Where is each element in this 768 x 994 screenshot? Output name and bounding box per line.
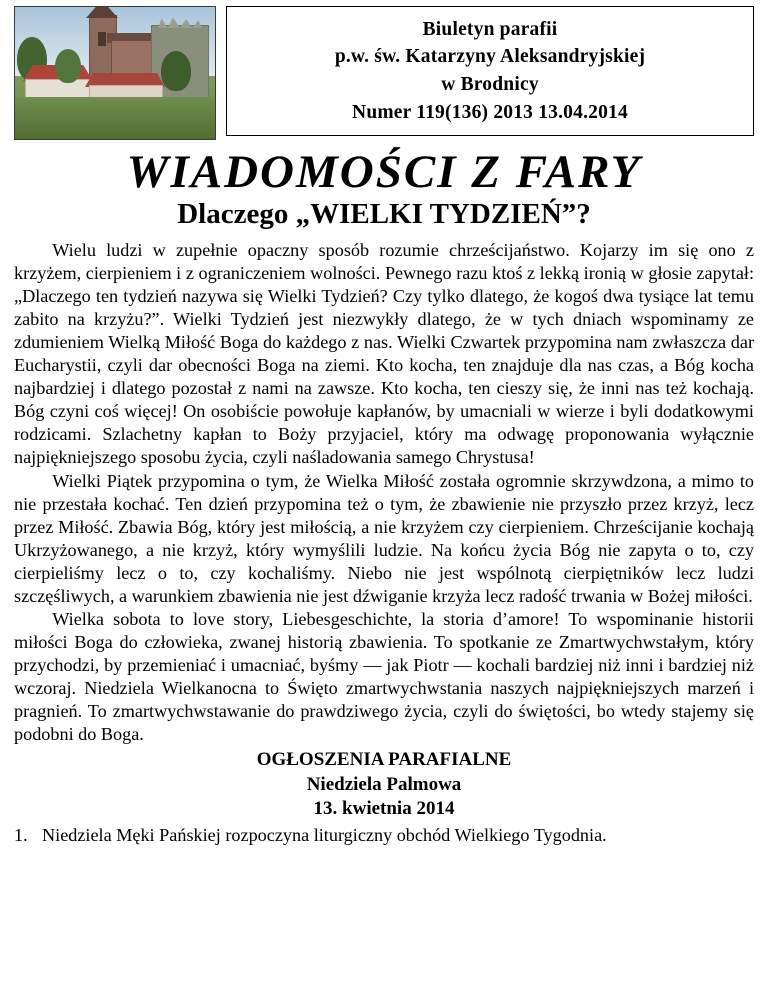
article-headline: Dlaczego „WIELKI TYDZIEŃ”? bbox=[177, 197, 591, 230]
photo-tower-window bbox=[98, 32, 106, 46]
photo-house-wall-1 bbox=[25, 79, 93, 99]
photo-tree-icon bbox=[55, 49, 81, 83]
masthead-title-line-1: Biuletyn parafii bbox=[422, 18, 558, 40]
masthead-title-box bbox=[226, 6, 754, 136]
announcements-heading bbox=[14, 748, 754, 821]
photo-grass bbox=[15, 97, 215, 139]
article-paragraph: Wielka sobota to love story, Liebesgeschichte, la storia d’amore! To wspominanie historii miłości Boga do człowieka, zwanej historią zbawienia. To spotkanie ze Zmartwychwstałym, który przychodzi, by przemieniać i umacniać, byśmy — jak Piotr — kochali bardziej niż inni i bardziej niż wczoraj. Niedziela Wielkanocna to Święto zmartwychwstania naszych najpiękniejszych marzeń i pragnień. To zmartwychwstawanie do prawdziwego życia, czyli do świętości, bo wtedy stajemy się podobni do Boga. bbox=[14, 609, 754, 745]
masthead bbox=[14, 6, 754, 146]
announcements-subtitle: Niedziela Palmowa bbox=[306, 773, 462, 795]
article-paragraph: Wielki Piątek przypomina o tym, że Wielka Miłość została ogromnie skrzywdzona, a mimo to nie przestała kochać. Ten dzień przypomina też o tym, że zbawienie nie przyszło przez krzyż, lecz przez Miłość. Zbawia Bóg, który jest miłością, a nie krzyżem czy cierpieniem. Chrześcijanie kochają Ukrzyżowanego, a nie krzyż, który wymyślili ludzie. Na końcu życia Bóg nie zapyta o to, czy cierpieliśmy lecz o to, czy kochaliśmy. Niebo nie jest wspólnotą cierpiętników lecz ludzi szczęśliwych, a warunkiem zbawienia nie jest dźwiganie krzyża lecz radość trwania w Bożej miłości. bbox=[14, 470, 754, 606]
announcements-date: 13. kwietnia 2014 bbox=[313, 798, 455, 820]
list-item-number: 1. bbox=[14, 825, 28, 846]
masthead-title-line-3: w Brodnicy bbox=[441, 74, 539, 95]
parish-church-photo bbox=[14, 6, 216, 140]
announcements-title: OGŁOSZENIA PARAFIALNE bbox=[256, 749, 512, 771]
masthead-title-line-2: p.w. św. Katarzyny Aleksandryjskiej bbox=[334, 46, 646, 68]
masthead-issue-line: Numer 119(136) 2013 13.04.2014 bbox=[352, 101, 628, 123]
announcements-list bbox=[14, 824, 754, 847]
article-paragraph: Wielu ludzi w zupełnie opaczny sposób rozumie chrześcijaństwo. Kojarzy im się ono z krzyżem, cierpieniem i z ograniczeniem wolności. Pewnego razu ktoś z lekką ironią w głosie zapytał: „Dlaczego ten tydzień nazywa się Wielki Tydzień? Czy tylko dlatego, że kogoś dwa tysiące lat temu zabito na krzyżu?”. Wielki Tydzień jest niezwykły dlatego, że w tych dniach wspominamy ze zdumieniem Wielką Miłość Boga do każdego z nas. Wielki Czwartek przypomina nam zwłaszcza dar Eucharystii, czyli dar obecności Boga na ziemi. Kto kocha, ten znajduje dla nas czas, a Bóg kocha najbardziej i dlatego pozostał z nami na zawsze. Kto kocha, ten cieszy się, że inni nas też kochają. Bóg czyni coś więcej! On osobiście powołuje kapłanów, by umacniali w wierze i byli dodatkowymi rodzicami. Szlachetny kapłan to Boży przyjaciel, który ma odwagę proponowania wyłącznie najpiękniejszego sposobu życia, czyli naśladowania samego Chrystusa! bbox=[14, 239, 754, 468]
photo-tree-icon bbox=[161, 51, 191, 91]
publication-banner: WIADOMOŚCI Z FARY bbox=[126, 146, 642, 198]
article-body bbox=[14, 239, 754, 747]
list-item-text: Niedziela Męki Pańskiej rozpoczyna liturgiczny obchód Wielkiego Tygodnia. bbox=[42, 825, 607, 846]
list-item bbox=[14, 824, 754, 847]
